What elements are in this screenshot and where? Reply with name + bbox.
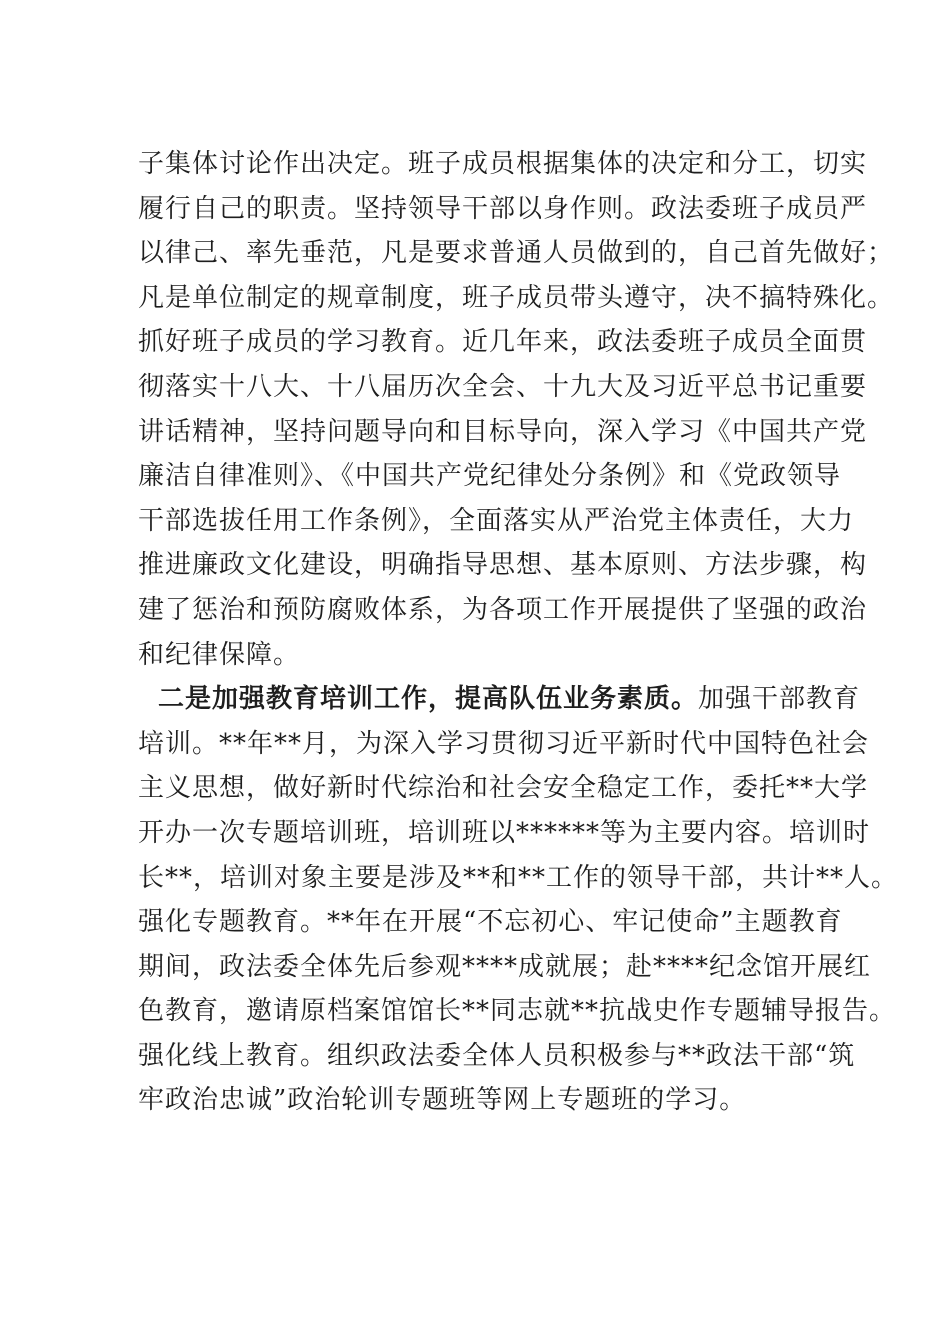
text-line: 期间，政法委全体先后参观****成就展；赴****纪念馆开展红 (138, 951, 872, 982)
text-line: 强化线上教育。组织政法委全体人员积极参与**政法干部“筑 (138, 1040, 856, 1071)
text-line: 讲话精神，坚持问题导向和目标导向，深入学习《中国共产党 (138, 416, 868, 447)
paragraph-heading-line (138, 677, 861, 722)
text-line: 廉洁自律准则》、《中国共产党纪律处分条例》和《党政领导 (138, 461, 842, 492)
text-line: 抓好班子成员的学习教育。近几年来，政法委班子成员全面贯 (138, 327, 868, 358)
document-body (138, 142, 899, 1123)
text-line: 培训。**年**月，为深入学习贯彻习近平新时代中国特色社会 (138, 728, 870, 759)
text-line: 开办一次专题培训班，培训班以******等为主要内容。培训时 (138, 817, 871, 848)
heading-line-continuation: 加强干部教育 (698, 684, 861, 715)
text-line: 子集体讨论作出决定。班子成员根据集体的决定和分工，切实 (138, 149, 868, 179)
paragraph-heading: 二是加强教育培训工作，提高队伍业务素质。 (158, 684, 699, 715)
text-line: 长**，培训对象主要是涉及**和**工作的领导干部，共计**人。 (138, 862, 899, 893)
text-line: 凡是单位制定的规章制度，班子成员带头遵守，决不搞特殊化。 (138, 282, 895, 313)
text-line: 色教育，邀请原档案馆馆长**同志就**抗战史作专题辅导报告。 (138, 996, 897, 1027)
text-line: 履行自己的职责。坚持领导干部以身作则。政法委班子成员严 (138, 193, 868, 224)
text-line: 以律己、率先垂范，凡是要求普通人员做到的，自己首先做好； (138, 238, 895, 269)
text-line: 彻落实十八大、十八届历次全会、十九大及习近平总书记重要 (138, 371, 868, 402)
text-line: 强化专题教育。**年在开展“不忘初心、牢记使命”主题教育 (138, 907, 843, 938)
text-line: 和纪律保障。 (138, 639, 301, 670)
text-line: 推进廉政文化建设，明确指导思想、基本原则、方法步骤，构 (138, 550, 868, 581)
paragraph-1 (138, 142, 895, 677)
text-line: 主义思想，做好新时代综治和社会安全稳定工作，委托**大学 (138, 773, 869, 804)
text-line: 建了惩治和预防腐败体系，为各项工作开展提供了坚强的政治 (138, 594, 868, 625)
text-line: 干部选拔任用工作条例》，全面落实从严治党主体责任，大力 (138, 505, 855, 536)
text-line: 牢政治忠诚”政治轮训专题班等网上专题班的学习。 (138, 1085, 747, 1116)
paragraph-2 (138, 677, 899, 1123)
